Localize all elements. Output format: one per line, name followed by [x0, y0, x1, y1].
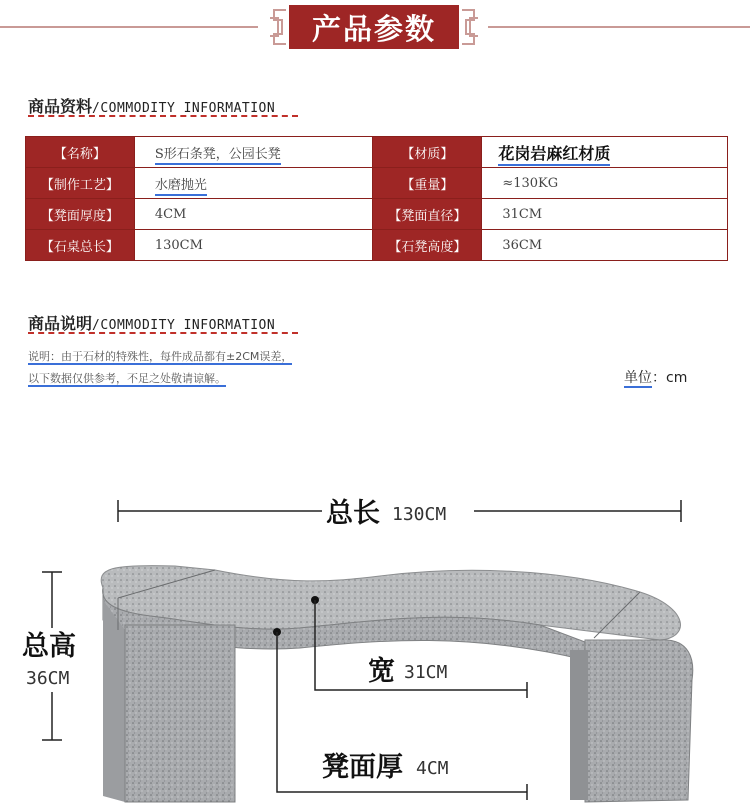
value-craft: 水磨抛光	[134, 168, 373, 199]
heading-cn: 商品资料	[28, 97, 93, 116]
header-rule-left	[0, 26, 258, 28]
width-value: 31CM	[404, 662, 448, 683]
label-material: 【材质】	[373, 137, 482, 168]
commodity-info-heading	[28, 94, 275, 117]
table-row	[26, 199, 728, 230]
heading-cn: 商品说明	[28, 314, 93, 333]
heading-underline	[28, 115, 298, 117]
label-thickness: 【凳面厚度】	[26, 199, 135, 230]
thickness-label: 凳面厚	[322, 752, 403, 783]
height-label: 总高	[22, 631, 76, 662]
bench-leg-left	[103, 600, 125, 802]
bench-leg-left-front	[125, 625, 235, 802]
value-length: 130CM	[134, 230, 373, 261]
bench-leg-right	[585, 640, 693, 802]
label-height: 【石凳高度】	[373, 230, 482, 261]
note-line-1: 说明：由于石材的特殊性，每件成品都有±2CM误差，	[28, 350, 293, 363]
header-ornament-right	[460, 6, 482, 48]
value-weight: ≈130KG	[482, 168, 728, 199]
commodity-desc-heading	[28, 311, 275, 334]
heading-en: /COMMODITY INFORMATION	[92, 101, 276, 116]
width-label: 宽	[368, 656, 395, 687]
heading-underline	[28, 332, 298, 334]
value-diameter: 31CM	[482, 199, 728, 230]
length-value: 130CM	[392, 504, 447, 525]
table-row	[26, 137, 728, 168]
height-value: 36CM	[26, 668, 70, 689]
label-length: 【石桌总长】	[26, 230, 135, 261]
unit-label: 单位：cm	[624, 370, 688, 386]
note-line-2: 以下数据仅供参考，不足之处敬请谅解。	[28, 372, 226, 385]
length-label: 总长	[326, 498, 380, 529]
bench-diagram	[0, 470, 750, 808]
value-height: 36CM	[482, 230, 728, 261]
label-diameter: 【凳面直径】	[373, 199, 482, 230]
table-row	[26, 230, 728, 261]
heading-en: /COMMODITY INFORMATION	[92, 318, 276, 333]
label-craft: 【制作工艺】	[26, 168, 135, 199]
value-name: S形石条凳，公园长凳	[134, 137, 373, 168]
value-material: 花岗岩麻红材质	[482, 137, 728, 168]
page-title: 产品参数	[289, 5, 459, 49]
table-row	[26, 168, 728, 199]
spec-table	[25, 136, 728, 261]
header-rule-right	[488, 26, 750, 28]
header-ornament-left	[266, 6, 288, 48]
bench-leg-right-inner	[570, 650, 588, 800]
value-thickness: 4CM	[134, 199, 373, 230]
thickness-value: 4CM	[416, 758, 449, 779]
label-name: 【名称】	[26, 137, 135, 168]
label-weight: 【重量】	[373, 168, 482, 199]
